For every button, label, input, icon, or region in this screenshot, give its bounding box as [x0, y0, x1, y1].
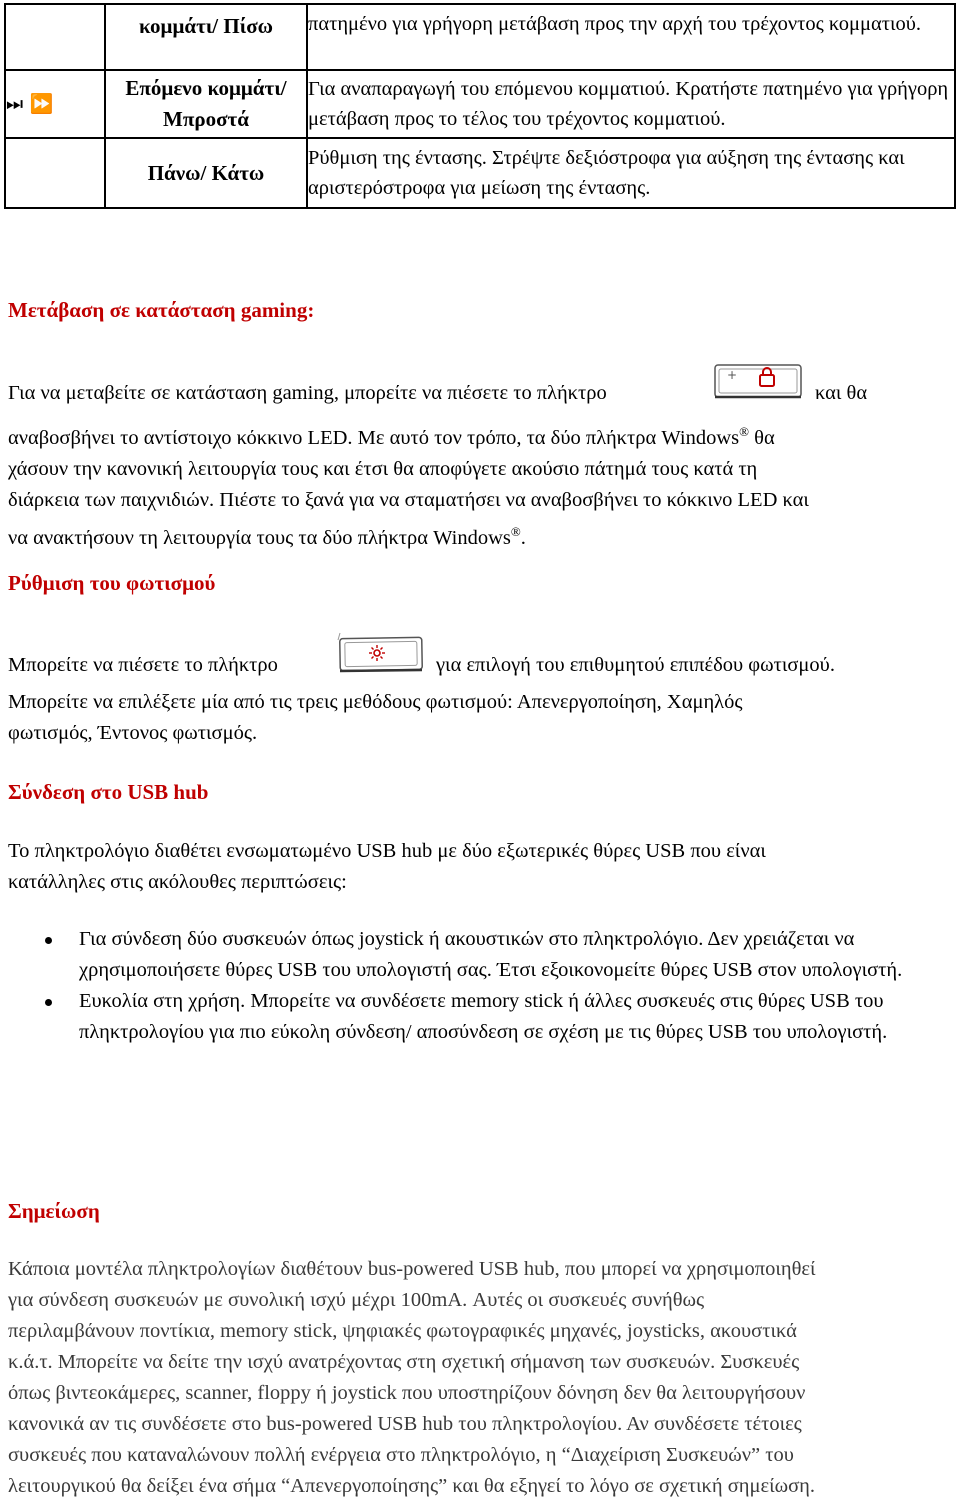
bullet-icon	[45, 937, 52, 944]
key-description: Για αναπαραγωγή του επόμενου κομματιού. Κρατήστε πατημένο για γρήγορη μετάβαση προς το τέλος του τρέχοντος κομματιού.	[307, 70, 955, 138]
lighting-text: Μπορείτε να πιέσετε το πλήκτρο	[8, 654, 278, 676]
key-name: κομμάτι/ Πίσω	[105, 4, 307, 70]
gaming-line-4: διάρκεια των παιχνιδιών. Πιέστε το ξανά για να σταματήσει να αναβοσβήνει το κόκκινο LED και	[8, 488, 809, 511]
media-keys-table	[4, 3, 956, 209]
gaming-line-5: να ανακτήσουν τη λειτουργία τους τα δύο πλήκτρα Windows®.	[8, 523, 526, 549]
note-line: λειτουργικού θα δείξει ένα σήμα “Απενεργοποίησης” και θα εξηγεί το λόγο σε σχετική σημείωση.	[8, 1475, 815, 1497]
table-icon-cell	[5, 4, 105, 70]
note-line: κανονικά αν τις συνδέσετε στο bus-powered USB hub του πληκτρολογίου. Αν συνδέσετε τέτοιες	[8, 1413, 802, 1435]
note-line: Κάποια μοντέλα πληκτρολογίων διαθέτουν bus-powered USB hub, που μπορεί να χρησιμοποιηθεί	[8, 1258, 816, 1280]
note-line: όπως βιντεοκάμερες, scanner, floppy ή joystick που υποστηρίζουν δόνηση δεν θα λειτουργήσουν	[8, 1382, 806, 1404]
note-line: συσκευές που καταναλώνουν πολλή ενέργεια στο πληκτρολόγιο, η “Διαχείριση Συσκευών” του	[8, 1444, 794, 1466]
key-name: Επόμενο κομμάτι/ Μπροστά	[105, 70, 307, 138]
key-description: Ρύθμιση της έντασης. Στρέψτε δεξιόστροφα για αύξηση της έντασης και αριστερόστροφα για μείωση της έντασης.	[307, 138, 955, 208]
gaming-text: και θα	[815, 382, 868, 404]
table-row	[5, 138, 955, 208]
note-line: κ.ά.τ. Μπορείτε να δείτε την ισχύ ανατρέχοντας στη σχετική σήμανση των συσκευών. Συσκευές	[8, 1351, 800, 1373]
svg-text:+: +	[727, 368, 738, 382]
list-item: Ευκολία στη χρήση. Μπορείτε να συνδέσετε memory stick ή άλλες συσκευές στις θύρες USB του πληκτρολογίου για πιο εύκολη σύνδεση/ αποσύνδεση σε σχέση με τις θύρες USB του υπολογιστή.	[0, 986, 945, 1048]
gaming-text: Για να μεταβείτε σε κατάσταση gaming, μπορείτε να πιέσετε το πλήκτρο	[8, 382, 607, 404]
gaming-heading: Μετάβαση σε κατάσταση gaming:	[8, 298, 315, 322]
sun-key-icon	[330, 630, 430, 688]
table-row	[5, 4, 955, 70]
table-row	[5, 70, 955, 138]
gaming-line-1	[8, 362, 948, 402]
list-item: Για σύνδεση δύο συσκευών όπως joystick ή ακουστικών στο πληκτρολόγιο. Δεν χρειάζεται να χρησιμοποιήσετε θύρες USB του υπολογιστή σας. Έτσι εξοικονομείτε θύρες USB στον υπολογιστή.	[0, 924, 945, 986]
key-name: Πάνω/ Κάτω	[105, 138, 307, 208]
lighting-heading: Ρύθμιση του φωτισμού	[8, 571, 216, 595]
usb-bullet-list	[0, 924, 960, 1048]
fast-forward-icon: ⏭ ⏩	[5, 70, 105, 138]
note-line: περιλαμβάνουν ποντίκια, memory stick, ψηφιακές φωτογραφικές μηχανές, joysticks, ακουστικά	[8, 1320, 797, 1342]
gaming-line-3: χάσουν την κανονική λειτουργία τους και έτσι θα αποφύγετε ακούσιο πάτημά τους κατά τη	[8, 457, 758, 480]
lock-key-icon	[713, 362, 805, 412]
gaming-line-2: αναβοσβήνει το αντίστοιχο κόκκινο LED. Με αυτό τον τρόπο, τα δύο πλήκτρα Windows® θα	[8, 424, 775, 449]
lighting-line-2: Μπορείτε να επιλέξετε μία από τις τρεις μεθόδους φωτισμού: Απενεργοποίηση, Χαμηλός	[8, 691, 743, 713]
note-paragraph	[8, 1254, 948, 1502]
lighting-text: για επιλογή του επιθυμητού επιπέδου φωτισμού.	[436, 654, 835, 676]
bullet-icon	[45, 999, 52, 1006]
table-icon-cell	[5, 138, 105, 208]
lighting-line-3: φωτισμός, Έντονος φωτισμός.	[8, 722, 258, 744]
note-heading: Σημείωση	[8, 1199, 100, 1223]
note-line: για σύνδεση συσκευών με συνολική ισχύ μέχρι 100mA. Αυτές οι συσκευές συνήθως	[8, 1289, 705, 1311]
usb-intro: Το πληκτρολόγιο διαθέτει ενσωματωμένο USB hub με δύο εξωτερικές θύρες USB που είναι κατάλληλες στις ακόλουθες περιπτώσεις:	[8, 840, 766, 893]
lighting-line-1	[8, 630, 948, 678]
gaming-paragraph	[8, 416, 948, 554]
lighting-paragraph	[8, 687, 948, 749]
key-description: πατημένο για γρήγορη μετάβαση προς την αρχή του τρέχοντος κομματιού.	[307, 4, 955, 70]
usb-heading: Σύνδεση στο USB hub	[8, 780, 209, 804]
